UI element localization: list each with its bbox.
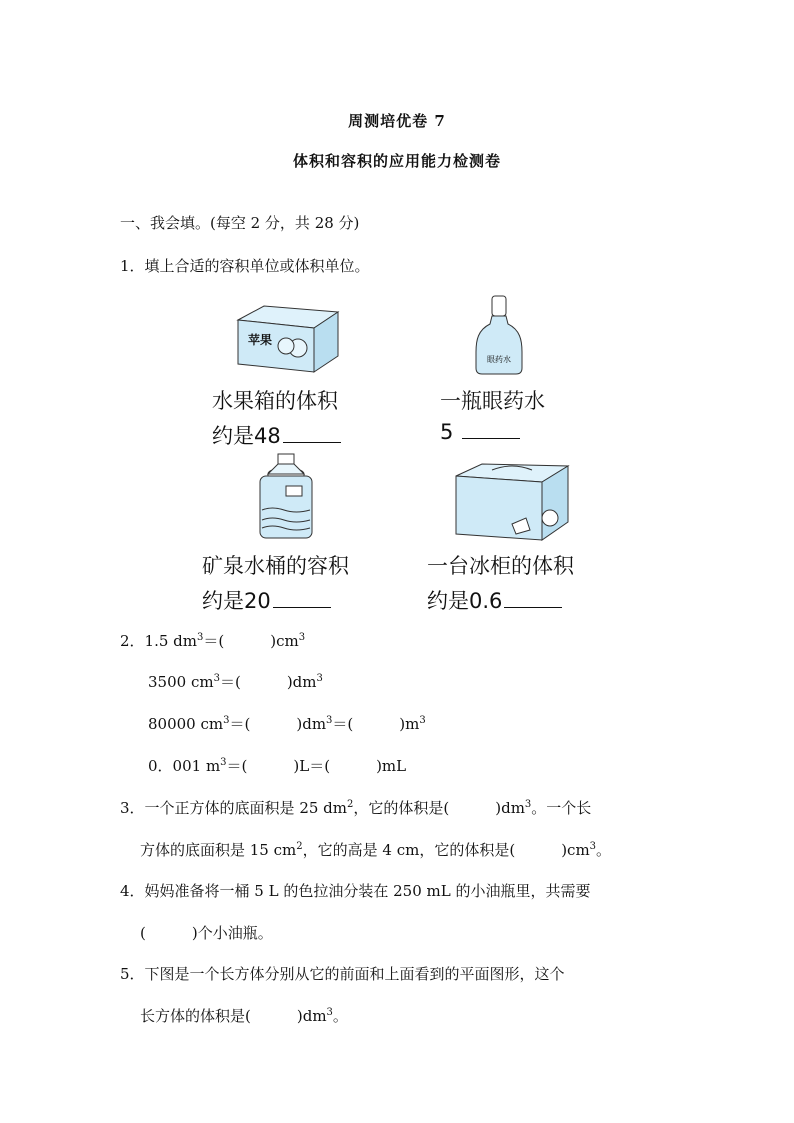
- water-bucket-blank[interactable]: [273, 589, 331, 608]
- worksheet-subtitle: 体积和容积的应用能力检测卷: [292, 152, 501, 170]
- eye-drop-bottle-illustration: [474, 294, 524, 376]
- question-4-line-1: 4．妈妈准备将一桶 5 L 的色拉油分装在 250 mL 的小油瓶里，共需要: [120, 882, 591, 900]
- question-3-line-1: 3．一个正方体的底面积是 25 $dm^2$，它的体积是( )$dm^3$。一个长: [120, 799, 592, 817]
- fruit-box-blank[interactable]: [283, 424, 341, 443]
- eye-drop-blank[interactable]: [462, 420, 520, 439]
- question-5-line-2: 长方体的体积是( )$dm^3$。: [140, 1007, 348, 1025]
- eye-drop-label: 眼药水: [487, 355, 511, 364]
- eye-drop-answer: 5: [440, 420, 520, 444]
- freezer-answer: 约是0.6: [427, 585, 562, 615]
- question-4-line-2: ( )个小油瓶。: [140, 924, 273, 942]
- question-5-line-1: 5．下图是一个长方体分别从它的前面和上面看到的平面图形，这个: [120, 965, 565, 983]
- fruit-box-answer: 约是48: [212, 420, 341, 450]
- water-bucket-illustration: [256, 452, 316, 542]
- question-2-row-3: 80000 $cm^3=$( )$dm^3=$( )$m^3$: [148, 715, 426, 733]
- question-1-stem: 1．填上合适的容积单位或体积单位。: [120, 257, 370, 275]
- water-bucket-caption: 矿泉水桶的容积: [202, 554, 349, 578]
- question-2-row-4: 0．001 $m^3=$( )L＝( )mL: [148, 757, 407, 775]
- freezer-illustration: [452, 460, 570, 542]
- fruit-box-illustration: [234, 302, 340, 374]
- question-3-line-2: 方体的底面积是 15 $cm^2$，它的高是 4 cm，它的体积是( )$cm^3$。: [140, 841, 612, 859]
- worksheet-title: 周测培优卷 7: [348, 112, 446, 130]
- section-heading: 一、我会填。(每空 2 分，共 28 分): [120, 214, 360, 232]
- fruit-box-caption: 水果箱的体积: [212, 389, 338, 413]
- water-bucket-answer: 约是20: [202, 585, 331, 615]
- eye-drop-caption: 一瓶眼药水: [440, 389, 545, 413]
- freezer-blank[interactable]: [504, 589, 562, 608]
- freezer-caption: 一台冰柜的体积: [427, 554, 574, 578]
- question-2-row-1: 2．1.5 $dm^3=$( )$cm^3$: [120, 632, 306, 650]
- fruit-box-label: 苹果: [248, 333, 273, 347]
- question-2-row-2: 3500 $cm^3=$( )$dm^3$: [148, 673, 323, 691]
